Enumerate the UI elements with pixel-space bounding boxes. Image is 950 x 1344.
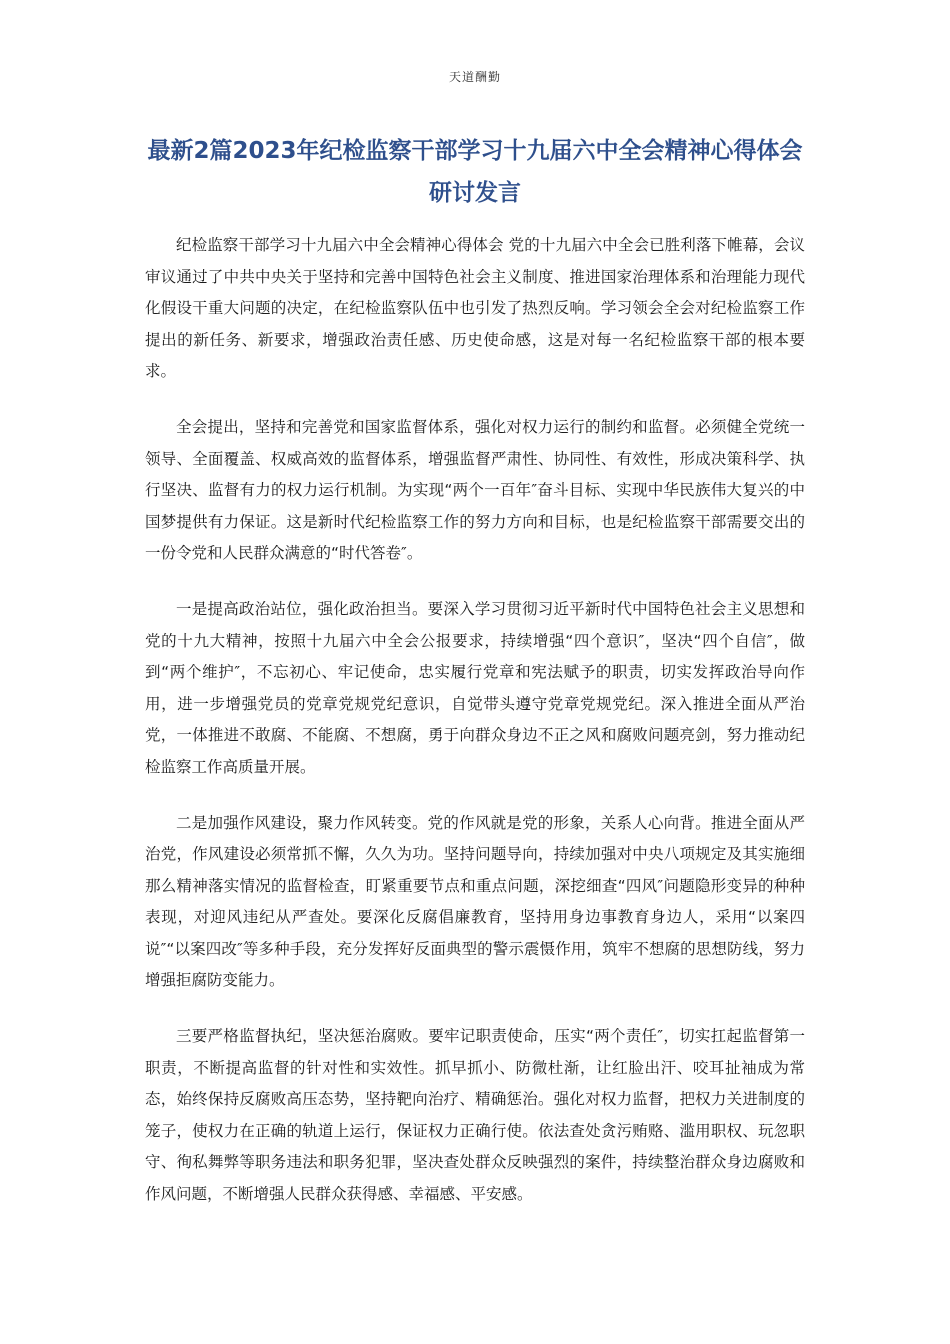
- paragraph-political-stance: 一是提高政治站位，强化政治担当。要深入学习贯彻习近平新时代中国特色社会主义思想和党的十九大精神，按照十九届六中全会公报要求，持续增强“四个意识″，坚决“四个自信″，做到“两个维护″，不忘初心、牢记使命，忠实履行党章和宪法赋予的职责，切实发挥政治导向作用，进一步增强党员的党章党规党纪意识，自觉带头遵守党章党规党纪。深入推进全面从严治党，一体推进不敢腐、不能腐、不想腐，勇于向群众身边不正之风和腐败问题亮剑，努力推动纪检监察工作高质量开展。: [145, 599, 805, 776]
- paragraph-supervision-system: 全会提出，坚持和完善党和国家监督体系，强化对权力运行的制约和监督。必须健全党统一领导、全面覆盖、权威高效的监督体系，增强监督严肃性、协同性、有效性，形成决策科学、执行坚决、监督有力的权力运行机制。为实现“两个一百年″奋斗目标、实现中华民族伟大复兴的中国梦提供有力保证。这是新时代纪检监察工作的努力方向和目标，也是纪检监察干部需要交出的一份令党和人民群众满意的“时代答卷″。: [145, 417, 805, 563]
- document-title: 最新2篇2023年纪检监察干部学习十九届六中全会精神心得体会研讨发言: [147, 138, 803, 206]
- document-body: [145, 230, 805, 1235]
- header-motto: 天道酬勤: [448, 70, 501, 84]
- paragraph-intro: 纪检监察干部学习十九届六中全会精神心得体会 党的十九届六中全会已胜利落下帷幕，会议审议通过了中共中央关于坚持和完善中国特色社会主义制度、推进国家治理体系和治理能力现代化假设干重大问题的决定，在纪检监察队伍中也引发了热烈反响。学习领会全会对纪检监察工作提出的新任务、新要求，增强政治责任感、历史使命感，这是对每一名纪检监察干部的根本要求。: [145, 236, 805, 381]
- paragraph-discipline: 三要严格监督执纪，坚决惩治腐败。要牢记职责使命，压实“两个责任″，切实扛起监督第一职责，不断提高监督的针对性和实效性。抓早抓小、防微杜渐，让红脸出汗、咬耳扯袖成为常态，始终保持反腐败高压态势，坚持靶向治疗、精确惩治。强化对权力监督，把权力关进制度的笼子，使权力在正确的轨道上运行，保证权力正确行使。依法查处贪污贿赂、滥用职权、玩忽职守、徇私舞弊等职务违法和职务犯罪，坚决查处群众反映强烈的案件，持续整治群众身边腐败和作风问题，不断增强人民群众获得感、幸福感、平安感。: [145, 1027, 805, 1204]
- paragraph-work-style: 二是加强作风建设，聚力作风转变。党的作风就是党的形象，关系人心向背。推进全面从严治党，作风建设必须常抓不懈，久久为功。坚持问题导向，持续加强对中央八项规定及其实施细那么精神落实情况的监督检查，盯紧重要节点和重点问题，深挖细查“四风″问题隐形变异的种种表现，对迎风违纪从严查处。要深化反腐倡廉教育，坚持用身边事教育身边人，采用“以案四说″“以案四改″等多种手段，充分发挥好反面典型的警示震慑作用，筑牢不想腐的思想防线，努力增强拒腐防变能力。: [145, 813, 805, 990]
